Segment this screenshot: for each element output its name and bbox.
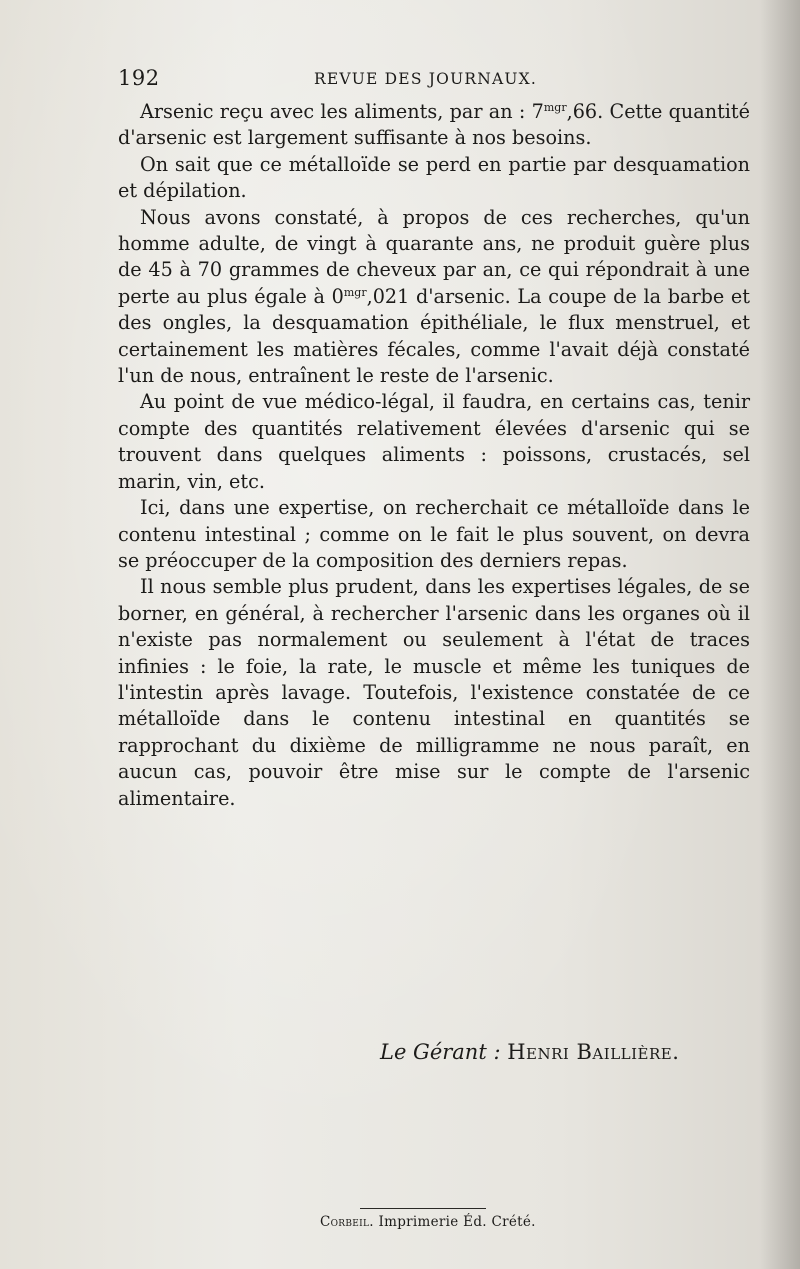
article-body [118,99,750,812]
paragraph-expertise: Ici, dans une expertise, on recherchait ce métalloïde dans le contenu intestinal ; comme on le fait le plus souvent, on devra se préoccuper de la composition des derniers repas. [118,496,750,572]
imprint-city: Corbeil. [320,1214,374,1230]
footer-rule [360,1208,486,1209]
paragraph-medico-legal: Au point de vue médico-légal, il faudra, en certains cas, tenir compte des quantités relativement élevées d'arsenic qui se trouvent dans quelques aliments : poissons, crustacés, sel marin, vin, etc. [118,390,750,493]
imprint-printer: Imprimerie Éd. Crété. [378,1214,536,1230]
paragraph-conclusion: Il nous semble plus prudent, dans les expertises légales, de se borner, en général, à rechercher l'arsenic dans les organes où il n'existe pas normalement ou seulement à l'état de traces infinies : le foie, la rate, le muscle et même les tuniques de l'intestin après lavage. Toutefois, l'existence constatée de ce métalloïde dans le contenu intestinal en quantités se rapprochant du dixième de milligramme ne nous paraît, en aucun cas, pouvoir être mise sur le compte de l'arsenic alimentaire. [118,575,750,810]
signature-role: Le Gérant : [380,1040,501,1064]
page-number: 192 [118,66,160,90]
signature [380,1040,679,1064]
page-edge-shadow [760,0,800,1269]
signature-name: Henri Baillière. [507,1040,680,1064]
paragraph-hair-loss: Nous avons constaté, à propos de ces recherches, qu'un homme adulte, de vingt à quarante ans, ne produit guère plus de 45 à 70 grammes de cheveux par an, ce qui répondrait à une perte au plus égale à $0^{mgr},021$ d'arsenic. La coupe de la barbe et des ongles, la desquamation épithéliale, le flux menstruel, et certainement les matières fécales, comme l'avait déjà constaté l'un de nous, entraînent le reste de l'arsenic. [118,205,750,388]
paragraph-arsenic-intake: Arsenic reçu avec les aliments, par an : $7^{mgr},66$. Cette quantité d'arsenic est largement suffisante à nos besoins. [118,100,750,150]
running-title: REVUE DES JOURNAUX. [314,70,538,88]
printer-imprint [320,1214,536,1230]
paragraph-desquamation: On sait que ce métalloïde se perd en partie par desquamation et dépilation. [118,152,750,203]
page-header [118,66,758,96]
